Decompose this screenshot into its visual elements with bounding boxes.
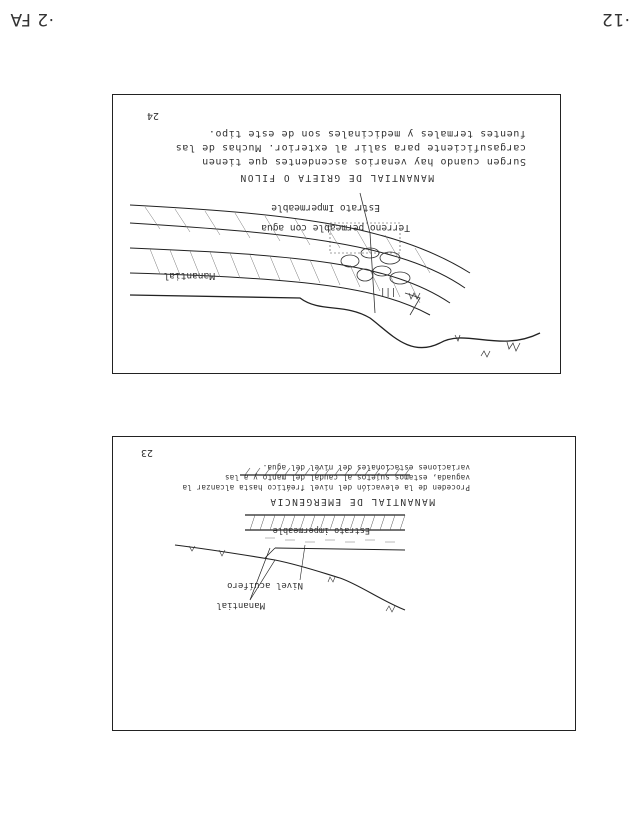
svg-text:|||: ||| (380, 288, 397, 298)
label-manantial: Manantial (163, 270, 215, 281)
corner-mark-page: ·12 (601, 9, 630, 29)
slide-24 (112, 94, 561, 374)
slide-23-title: MANANTIAL DE EMERGENCIA (268, 496, 435, 507)
label-estrato-impermeable: Estrato Impermeable (271, 202, 380, 213)
corner-mark-fa: ·2 FA (10, 9, 54, 29)
slide-24-paragraph: Surgen cuando hay venarios ascendentes que tienen cargasuficiente para salir al exterior. Muchas de las fuentes termales y medicinales son de este tipo. (175, 128, 526, 167)
slide-24-title: MANANTIAL DE GRIETA O FILON (239, 172, 434, 183)
slide-23-paragraph: Proceden de la elevación del nivel freático hasta alcanzar la vaguada, estamos sujetos al caudal del manto y a las variaciones estacionales del nivel del agua. (182, 463, 470, 492)
label-nivel-acuifero: Nivel acuífero (227, 580, 303, 590)
slide-23 (112, 436, 576, 731)
slide-24-page-number: 24 (147, 110, 160, 121)
label-terreno-permeable: Terreno permeable con agua (261, 222, 410, 233)
label-estrato-impermeable-23: Estrato impermeable (272, 525, 370, 535)
label-manantial-23: Manantial (216, 600, 265, 610)
slide-23-page-number: 23 (141, 447, 154, 458)
